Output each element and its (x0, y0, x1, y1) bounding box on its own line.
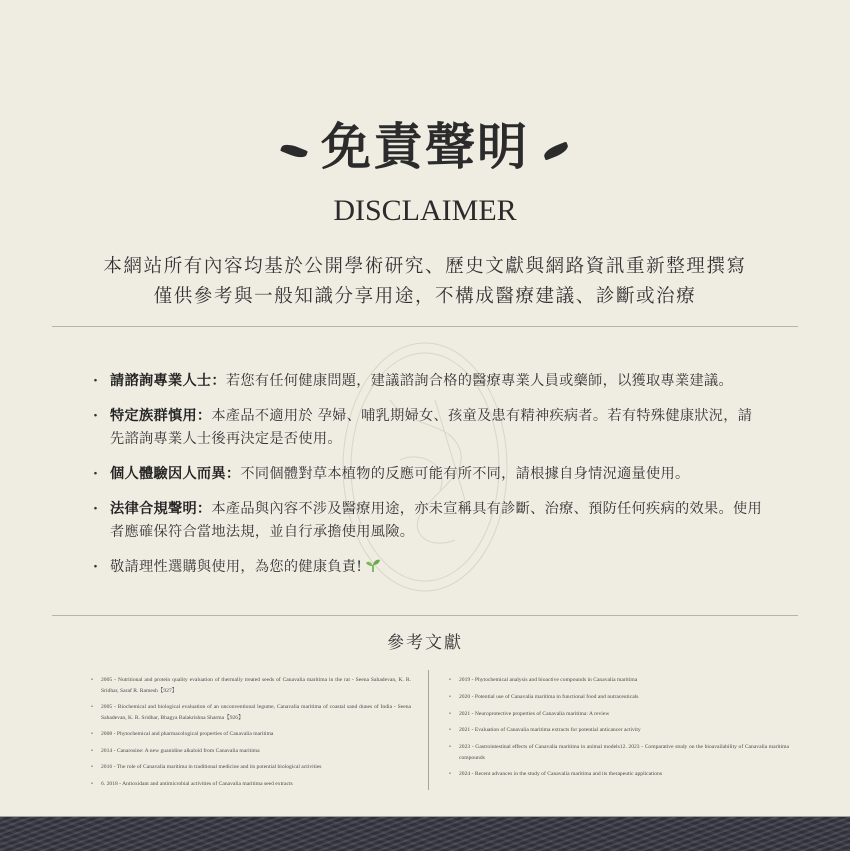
notice-text: 本產品與內容不涉及醫療用途，亦未宣稱具有診斷、治療、預防任何疾病的效果。使用者應確保符合當地法規，並自行承擔使用風險。 (110, 501, 762, 540)
reference-item: • 2023 - Gastrointestinal effects of Canavalia maritima in animal models12. 2023 - Comparative study on the bioavailability of Canavalia maritima compounds (449, 742, 789, 763)
reference-item: • 6. 2018 - Antioxidant and antimicrobial activities of Canavalia maritima seed extracts (91, 779, 411, 790)
fabric-footer-band (0, 816, 850, 851)
notice-label: 法律合規聲明： (110, 501, 212, 517)
reference-item: • 2008 - Phytochemical and pharmacological properties of Canavalia maritima (91, 729, 411, 740)
divider-top (52, 326, 798, 327)
notice-text: 若您有任何健康問題，建議諮詢合格的醫療專業人員或藥師，以獲取專業建議。 (225, 373, 733, 389)
references-left-column (91, 675, 411, 795)
page-title-en: DISCLAIMER (333, 194, 517, 227)
reference-item: • 2016 - The role of Canavalia maritima in traditional medicine and its potential biological activities (91, 762, 411, 773)
notice-item (92, 498, 775, 544)
page-title-zh: 免責聲明 (321, 117, 529, 176)
references-right-column (449, 675, 789, 786)
sprout-icon (365, 557, 381, 573)
leaf-ornament-left-icon (280, 141, 308, 160)
reference-item: • 2021 - Evaluation of Canavalia maritima extracts for potential anticancer activity (449, 725, 789, 736)
notice-item (92, 405, 765, 451)
notice-item (92, 556, 782, 579)
notice-item (92, 370, 782, 393)
references-column-divider (428, 670, 429, 790)
notice-label: 個人體驗因人而異： (110, 466, 241, 482)
intro-text (0, 252, 850, 312)
notice-label: 請諮詢專業人士： (110, 373, 226, 389)
intro-line-2: 僅供參考與一般知識分享用途，不構成醫療建議、診斷或治療 (153, 286, 697, 307)
reference-item: • 2021 - Neuroprotective properties of Canavalia maritima: A review (449, 709, 789, 720)
notice-item (92, 463, 782, 486)
leaf-ornament-right-icon (542, 141, 570, 160)
divider-middle (52, 615, 798, 616)
reference-item: • 2020 - Potential use of Canavalia maritima in functional food and nutraceuticals (449, 692, 789, 703)
notice-text: 本產品不適用於 孕婦、哺乳期婦女、孩童及患有精神疾病者。若有特殊健康狀況，請先諮詢專業人士後再決定是否使用。 (110, 408, 753, 447)
notice-list (92, 370, 782, 591)
notice-label: 特定族群慎用： (110, 408, 212, 424)
reference-item: • 2019 - Phytochemical analysis and bioactive compounds in Canavalia maritima (449, 675, 789, 686)
notice-text: 敬請理性選購與使用，為您的健康負責! (110, 559, 363, 575)
intro-line-1: 本網站所有內容均基於公開學術研究、歷史文獻與網路資訊重新整理撰寫 (103, 256, 747, 277)
reference-item: • 2005 - Biochemical and biological evaluation of an unconventional legume, Canavalia maritima of coastal sand dunes of India - Seena Sahadevan, K. R. Sridhar, Bhagya Balakrishna Sharma【926】 (91, 702, 411, 723)
reference-item: • 2005 - Nutritional and protein quality evaluation of thermally treated seeds of Canavalia maritima in the rat - Seena Sahadevan, K. R. Sridhar, Saraf R. Ramesh【927】 (91, 675, 411, 696)
reference-item: • 2024 - Recent advances in the study of Canavalia maritima and its therapeutic applications (449, 769, 789, 780)
references-title: 參考文獻 (387, 633, 463, 653)
notice-text: 不同個體對草本植物的反應可能有所不同，請根據自身情況適量使用。 (240, 466, 690, 482)
reference-item: • 2014 - Canarosine: A new guanidine alkaloid from Canavalia maritima (91, 746, 411, 757)
title-row (0, 117, 850, 176)
